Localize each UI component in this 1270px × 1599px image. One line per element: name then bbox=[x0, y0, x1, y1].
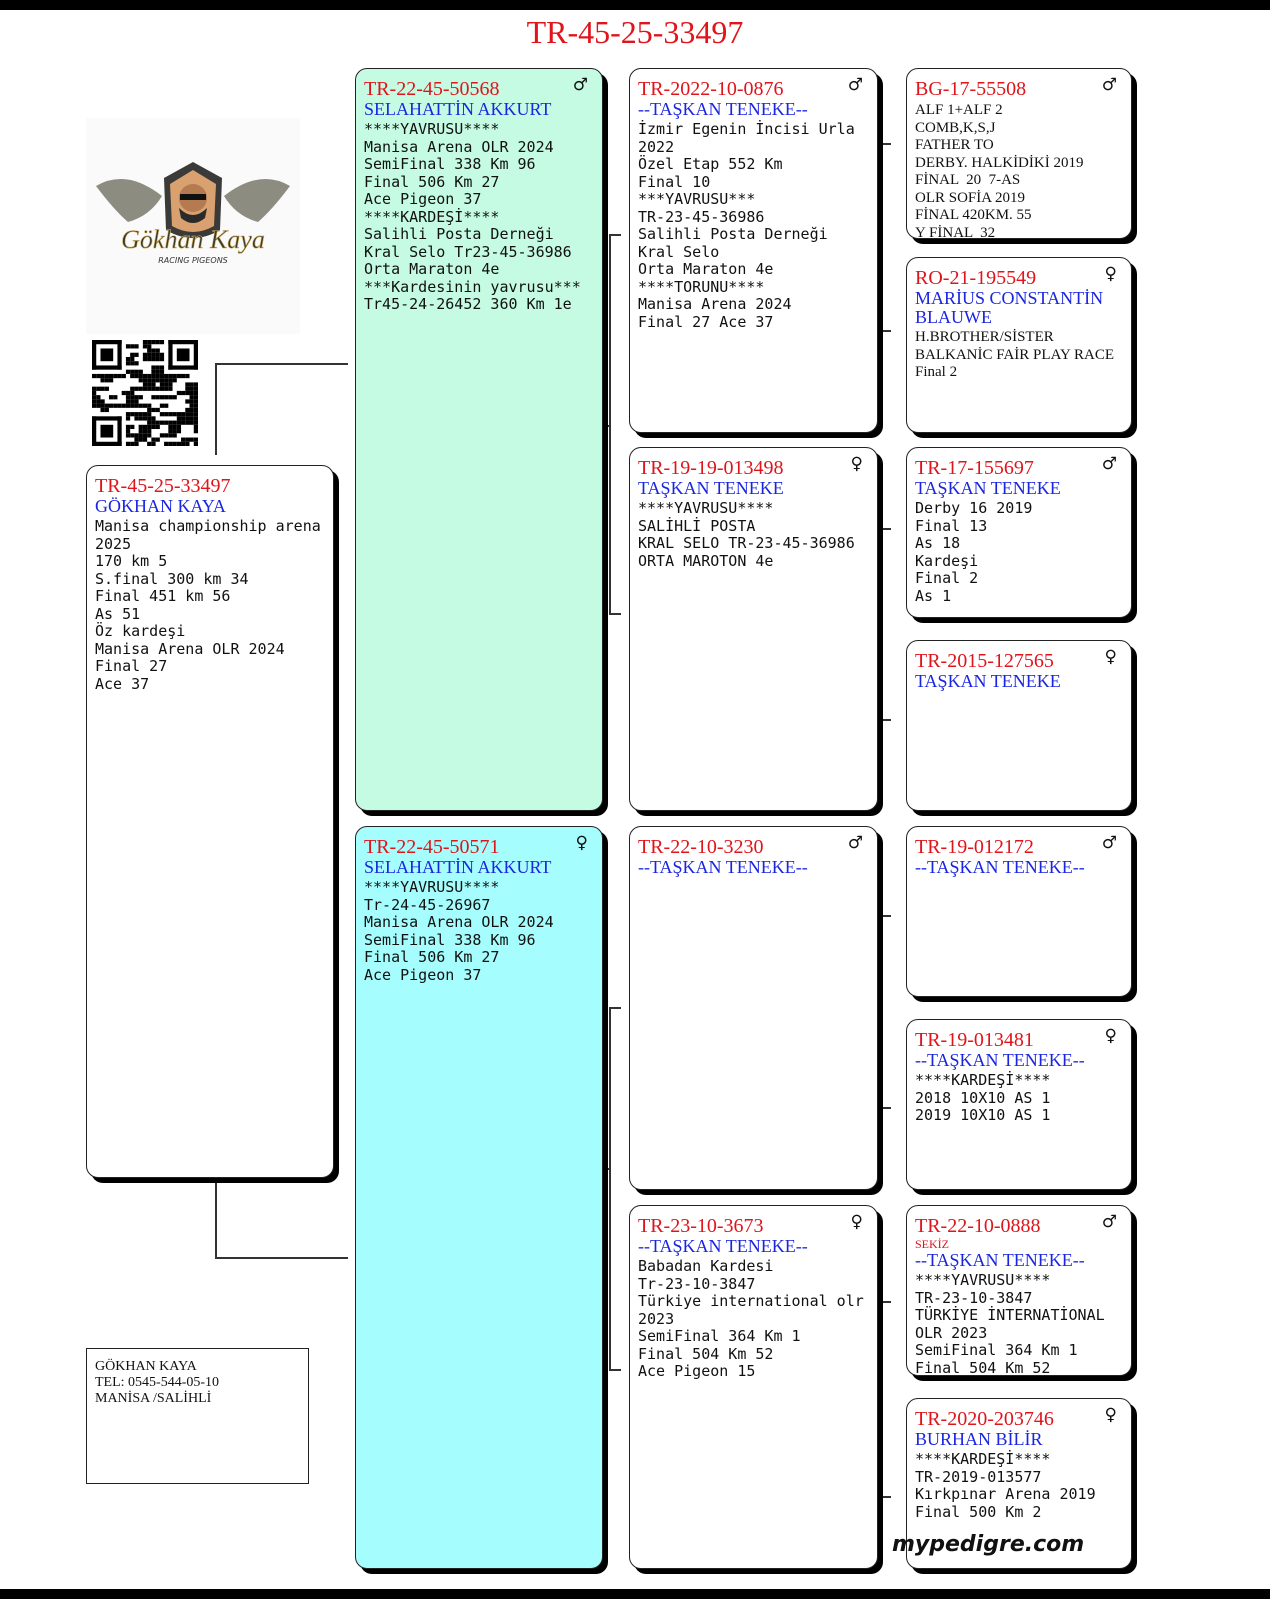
owner-name: MARİUS CONSTANTİN BLAUWE bbox=[915, 288, 1104, 327]
sds-card[interactable] bbox=[906, 447, 1132, 618]
female-icon: ♀ bbox=[1104, 1405, 1117, 1425]
contact-box: GÖKHAN KAYA TEL: 0545-544-05-10 MANİSA /SALİHLİ bbox=[86, 1348, 309, 1484]
connector bbox=[879, 143, 891, 145]
connector bbox=[879, 330, 891, 332]
dam-sire-card[interactable] bbox=[629, 826, 878, 1190]
owner-name: --TAŞKAN TENEKE-- bbox=[915, 1250, 1085, 1270]
ring-number: TR-17-155697 bbox=[915, 457, 1034, 479]
male-icon: ♂ bbox=[847, 75, 863, 95]
male-icon: ♂ bbox=[1101, 454, 1117, 474]
logo-name: Gökhan Kaya bbox=[121, 225, 265, 254]
connector bbox=[609, 234, 611, 614]
achievements: ****KARDEŞİ**** 2018 10X10 AS 1 2019 10X10 AS 1 bbox=[915, 1071, 1051, 1124]
achievements: ****YAVRUSU**** SALİHLİ POSTA KRAL SELO TR-23-45-36986 ORTA MAROTON 4e bbox=[638, 499, 855, 570]
ring-number: TR-45-25-33497 bbox=[95, 475, 231, 497]
owner-name: --TAŞKAN TENEKE-- bbox=[638, 1236, 808, 1256]
connector bbox=[879, 915, 881, 1108]
owner-name: TAŞKAN TENEKE bbox=[915, 478, 1061, 498]
ssd-card[interactable] bbox=[906, 257, 1132, 433]
achievements: Manisa championship arena 2025 170 km 5 S.final 300 km 34 Final 451 km 56 As 51 Öz kardeşi Manisa Arena OLR 2024 Final 27 Ace 37 bbox=[95, 517, 321, 693]
ring-number: TR-2015-127565 bbox=[915, 650, 1054, 672]
connector bbox=[215, 363, 348, 365]
ring-number: RO-21-195549 bbox=[915, 267, 1037, 289]
owner-name: --TAŞKAN TENEKE-- bbox=[638, 99, 808, 119]
ring-number: TR-22-45-50568 bbox=[364, 78, 500, 100]
logo-tagline: RACING PIGEONS bbox=[158, 256, 228, 265]
owner-name: --TAŞKAN TENEKE-- bbox=[915, 1050, 1085, 1070]
female-icon: ♀ bbox=[1104, 1026, 1117, 1046]
connector bbox=[215, 1257, 348, 1259]
connector bbox=[609, 1007, 611, 1370]
connector bbox=[879, 528, 881, 720]
male-icon: ♂ bbox=[1101, 833, 1117, 853]
owner-name: --TAŞKAN TENEKE-- bbox=[915, 857, 1085, 877]
achievements: ALF 1+ALF 2 COMB,K,S,J FATHER TO DERBY. HALKİDİKİ 2019 FİNAL 20 7-AS OLR SOFİA 2019 FİNAL 420KM. 55 Y FİNAL 32 bbox=[915, 102, 1084, 239]
sdd-card[interactable] bbox=[906, 640, 1132, 811]
dds-card[interactable] bbox=[906, 1205, 1132, 1376]
achievements: Babadan Kardesi Tr-23-10-3847 Türkiye international olr 2023 SemiFinal 364 Km 1 Final 504 Km 52 Ace Pigeon 15 bbox=[638, 1257, 864, 1380]
achievements: ****YAVRUSU**** Tr-24-45-26967 Manisa Arena OLR 2024 SemiFinal 338 Km 96 Final 506 Km 27 Ace Pigeon 37 bbox=[364, 878, 554, 984]
owner-name: SELAHATTİN AKKURT bbox=[364, 99, 552, 119]
connector bbox=[609, 613, 621, 615]
subject-card[interactable] bbox=[86, 465, 334, 1178]
female-icon: ♀ bbox=[850, 1212, 863, 1232]
bottom-border bbox=[0, 1589, 1270, 1599]
ring-number: TR-22-45-50571 bbox=[364, 836, 500, 858]
owner-name: TAŞKAN TENEKE bbox=[915, 671, 1061, 691]
owner-name: SELAHATTİN AKKURT bbox=[364, 857, 552, 877]
connector bbox=[215, 363, 217, 455]
ring-number: TR-19-012172 bbox=[915, 836, 1034, 858]
sss-card[interactable] bbox=[906, 68, 1132, 239]
ring-number: TR-19-013481 bbox=[915, 1029, 1034, 1051]
top-border bbox=[0, 0, 1270, 10]
connector bbox=[879, 1301, 891, 1303]
owner-name: TAŞKAN TENEKE bbox=[638, 478, 784, 498]
owner-name: --TAŞKAN TENEKE-- bbox=[638, 857, 808, 877]
page-title: TR-45-25-33497 bbox=[526, 14, 744, 50]
ring-number: TR-2022-10-0876 bbox=[638, 78, 784, 100]
female-icon: ♀ bbox=[575, 833, 588, 853]
dsd-card[interactable] bbox=[906, 1019, 1132, 1190]
pigeon-name: SEKİZ bbox=[915, 1237, 949, 1251]
connector bbox=[609, 234, 621, 236]
ring-number: TR-2020-203746 bbox=[915, 1408, 1054, 1430]
male-icon: ♂ bbox=[1101, 75, 1117, 95]
logo bbox=[86, 118, 300, 334]
achievements: Derby 16 2019 Final 13 As 18 Kardeşi Final 2 As 1 bbox=[915, 499, 1033, 605]
ring-number: TR-19-19-013498 bbox=[638, 457, 784, 479]
connector bbox=[879, 1496, 891, 1498]
dam-dam-card[interactable] bbox=[629, 1205, 878, 1569]
sire-card[interactable] bbox=[355, 68, 603, 811]
female-icon: ♀ bbox=[1104, 647, 1117, 667]
ring-number: TR-22-10-0888 bbox=[915, 1215, 1041, 1237]
connector bbox=[879, 915, 891, 917]
pigeon-logo-icon bbox=[86, 118, 300, 334]
owner-name: BURHAN BİLİR bbox=[915, 1429, 1043, 1449]
owner-name: GÖKHAN KAYA bbox=[95, 496, 226, 516]
achievements: H.BROTHER/SİSTER BALKANİC FAİR PLAY RACE Final 2 bbox=[915, 329, 1115, 380]
sire-sire-card[interactable] bbox=[629, 68, 878, 433]
ring-number: TR-22-10-3230 bbox=[638, 836, 764, 858]
connector bbox=[879, 719, 891, 721]
connector bbox=[879, 143, 881, 331]
connector bbox=[879, 1107, 891, 1109]
connector bbox=[609, 1369, 621, 1371]
female-icon: ♀ bbox=[850, 454, 863, 474]
connector bbox=[879, 1301, 881, 1497]
male-icon: ♂ bbox=[572, 75, 588, 95]
achievements: ****YAVRUSU**** TR-23-10-3847 TÜRKİYE İNTERNATİONAL OLR 2023 SemiFinal 364 Km 1 Final 504 Km 52 bbox=[915, 1271, 1105, 1376]
female-icon: ♀ bbox=[1104, 264, 1117, 284]
ring-number: TR-23-10-3673 bbox=[638, 1215, 764, 1237]
achievements: İzmir Egenin İncisi Urla 2022 Özel Etap 552 Km Final 10 ***YAVRUSU*** TR-23-45-36986 Salihli Posta Derneği Kral Selo Orta Maraton 4e ****TORUNU**** Manisa Arena 2024 Final 27 Ace 37 bbox=[638, 120, 855, 331]
dss-card[interactable] bbox=[906, 826, 1132, 997]
watermark[interactable]: mypedigre.com bbox=[892, 1532, 1085, 1557]
connector bbox=[879, 528, 891, 530]
connector bbox=[609, 1007, 621, 1009]
qr-code[interactable] bbox=[92, 340, 198, 446]
sire-dam-card[interactable] bbox=[629, 447, 878, 811]
achievements: ****KARDEŞİ**** TR-2019-013577 Kırkpınar Arena 2019 Final 500 Km 2 bbox=[915, 1450, 1096, 1521]
ring-number: BG-17-55508 bbox=[915, 78, 1027, 100]
achievements: ****YAVRUSU**** Manisa Arena OLR 2024 SemiFinal 338 Km 96 Final 506 Km 27 Ace Pigeon 37 ****KARDEŞİ**** Salihli Posta Derneği Kral Selo Tr23-45-36986 Orta Maraton 4e ***Kardesinin yavrusu*** Tr45-24-26452 360 Km 1e bbox=[364, 120, 581, 313]
male-icon: ♂ bbox=[1101, 1212, 1117, 1232]
male-icon: ♂ bbox=[847, 833, 863, 853]
dam-card[interactable] bbox=[355, 826, 603, 1569]
